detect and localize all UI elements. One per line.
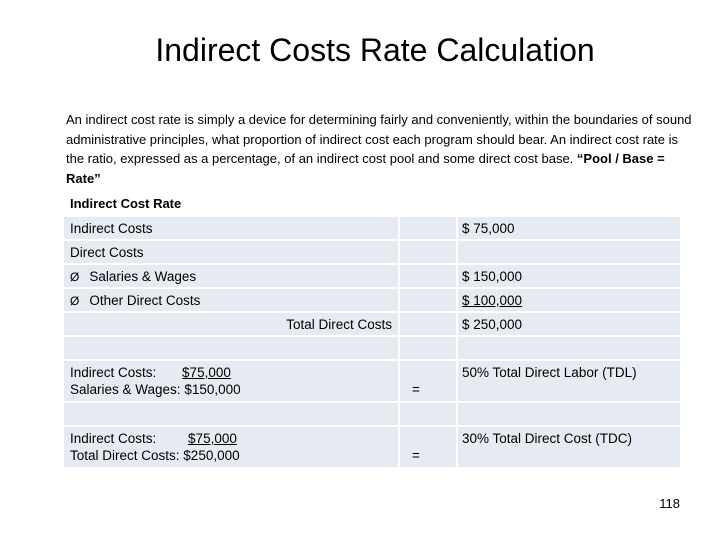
- table-row-spacer: [64, 337, 680, 359]
- row-amount: $ 250,000: [462, 317, 523, 332]
- table-row-direct-costs: [64, 241, 680, 263]
- row-label: Direct Costs: [70, 245, 144, 260]
- calc-numerator: [70, 364, 231, 381]
- table-row-calc-tdl: [64, 361, 680, 401]
- intro-paragraph: [66, 110, 696, 188]
- calc-label: Indirect Costs:: [70, 365, 157, 380]
- row-label: Other Direct Costs: [89, 293, 201, 308]
- row-label-with-bullet: [70, 268, 196, 286]
- intro-text: An indirect cost rate is simply a device for determining fairly and conveniently, within the boundaries of sound administrative principles, what proportion of indirect cost each program should bear. An indirect cost rate is the ratio, expressed as a percentage, of an indirect cost pool and some direct cost base.: [66, 112, 692, 166]
- row-label: Total Direct Costs: [286, 317, 392, 332]
- calc-value: $250,000: [183, 448, 240, 463]
- table-row-indirect-costs: [64, 217, 680, 239]
- page-number: 118: [659, 496, 680, 511]
- calc-value: $75,000: [188, 431, 237, 446]
- table-row-spacer: [64, 403, 680, 425]
- row-amount: $ 75,000: [462, 221, 515, 236]
- row-label: Salaries & Wages: [89, 269, 197, 284]
- calc-label: Salaries & Wages:: [70, 382, 181, 397]
- calc-value: $150,000: [184, 382, 241, 397]
- calc-label: Total Direct Costs:: [70, 448, 180, 463]
- intro-emphasis: “Pool / Base = Rate”: [66, 151, 665, 186]
- calc-result: 30% Total Direct Cost (TDC): [462, 431, 633, 446]
- table-row-salaries-wages: [64, 265, 680, 287]
- table-row-calc-tdc: [64, 427, 680, 467]
- calc-result: 50% Total Direct Labor (TDL): [462, 365, 637, 380]
- table-caption: Indirect Cost Rate: [70, 196, 182, 211]
- row-label: Indirect Costs: [70, 221, 153, 236]
- calc-label: Indirect Costs:: [70, 431, 157, 446]
- table-row-total-direct-costs: [64, 313, 680, 335]
- calc-denominator: [70, 447, 240, 464]
- row-amount: $ 150,000: [462, 269, 523, 284]
- row-amount: $ 100,000: [462, 293, 523, 308]
- row-label-with-bullet: [70, 292, 200, 310]
- slide-title: Indirect Costs Rate Calculation: [155, 32, 595, 68]
- equals-sign: =: [412, 382, 420, 397]
- equals-sign: =: [412, 448, 420, 463]
- table-row-other-direct-costs: [64, 289, 680, 311]
- calc-value: $75,000: [182, 365, 231, 380]
- arrow-bullet-icon: Ø: [70, 270, 80, 284]
- calc-numerator: [70, 430, 237, 447]
- arrow-bullet-icon: Ø: [70, 294, 80, 308]
- calc-denominator: [70, 381, 241, 398]
